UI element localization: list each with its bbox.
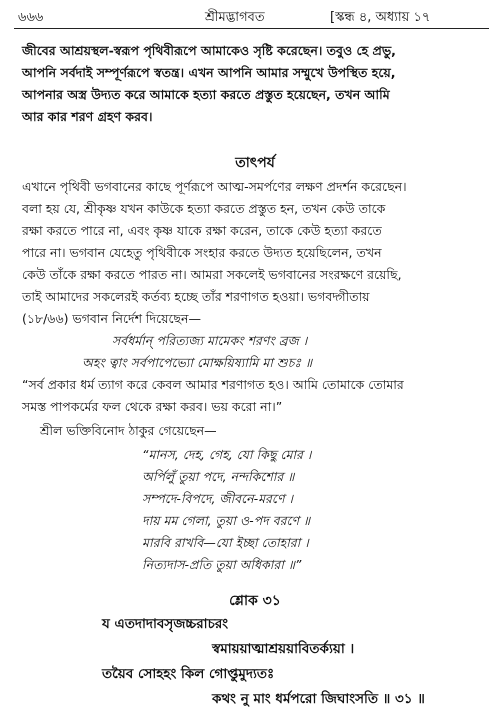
page-number: ৬৬৬ [18,10,44,25]
purport-line: (১৮/৬৬) ভগবান নির্দেশ দিয়েছেন— [22,311,202,326]
purport-text [22,176,488,330]
translation-line: আর কার শরণ গ্রহণ করব। [22,109,153,124]
sanskrit-line: কথং নু মাং ধর্মপরো জিঘাংসতি ॥ ৩১ ॥ [212,691,425,707]
purport-line: বলা হয় যে, শ্রীকৃষ্ণ যখন কাউকে হত্যা করতে প্রস্তুত হন, তখন কেউ তাকে [22,201,386,216]
purport-line: এখানে পৃথিবী ভগবানের কাছে পূর্ণরূপে আত্ম-সমর্পণের লক্ষণ প্রদর্শন করেছেন। [22,179,407,194]
next-verse-label: শ্লোক ৩১ [229,593,281,609]
verse-translation [22,40,488,128]
song-line: নিত্যদাস-প্রতি তুয়া অধিকারা ॥” [142,557,302,572]
chapter-reference: [স্কন্ধ ৪, অধ্যায় ১৭ [330,10,431,25]
song-line: “মানস, দেহ, গেহ, যো কিছু মোর । [142,447,312,462]
running-header [0,6,503,28]
purport-line: তাই আমাদের সকলেরই কর্তব্য হচ্ছে তাঁর শরণাগত হওয়া। ভগবদ্গীতায় [22,289,370,304]
purport-line: কেউ তাঁকে রক্ষা করতে পারত না। আমরা সকলেই ভগবানের সংরক্ষণে রয়েছি, [22,267,402,282]
purport-heading: তাৎপর্য [235,155,275,171]
sanskrit-line: স্বমায়য়াত্মাশ্রয়য়াবিতর্ক্যয়া । [212,641,355,657]
translation-line: আপনার অস্ত্র উদ্যত করে আমাকে হত্যা করতে প্রস্তুত হয়েছেন, তখন আমি [22,87,390,102]
purport-line: রক্ষা করতে পারে না, এবং কৃষ্ণ যাকে রক্ষা করেন, তাকে কেউ হত্যা করতে [22,223,382,238]
bhaktivinoda-song [22,444,488,576]
gita-translation-line: সমস্ত পাপকর্মের ফল থেকে রক্ষা করব। ভয় করো না।” [22,399,283,414]
translation-line: জীবের আশ্রয়স্থল-স্বরূপ পৃথিবীরূপে আমাকেও সৃষ্টি করেছেন। তবুও হে প্রভু, [22,43,396,58]
song-line: সম্পদে-বিপদে, জীবনে-মরণে । [142,491,293,506]
gita-verse-quote [22,330,488,374]
song-line: অর্পিলুঁ তুয়া পদে, নন্দকিশোর ॥ [142,469,295,484]
gita-verse-line: অহং ত্বাং সর্বপাপেভ্যো মোক্ষয়িষ্যামি মা শুচঃ ॥ [82,355,313,370]
song-line: দায় মম গেলা, তুয়া ও-পদ বরণে ॥ [142,513,311,528]
gita-translation [22,374,488,418]
header-divider [14,28,489,29]
next-verse-sanskrit [22,612,488,712]
gita-verse-line: সর্বধর্মান্ পরিত্যজ্য মামেকং শরণং ব্রজ । [112,333,308,348]
purport-line: পারে না। ভগবান যেহেতু পৃথিবীকে সংহার করতে উদ্যত হয়েছিলেন, তখন [22,245,382,260]
sanskrit-line: য এতদাদাবসৃজচ্চরাচরং [102,616,229,632]
book-title: শ্রীমদ্ভাগবত [205,10,265,25]
gita-translation-line: “সর্ব প্রকার ধর্ম ত্যাগ করে কেবল আমার শরণাগত হও। আমি তোমাকে তোমার [22,377,404,392]
bhaktivinoda-intro: শ্রীল ভক্তিবিনোদ ঠাকুর গেয়েছেন— [40,423,217,438]
sanskrit-line: তয়ৈব সোহহং কিল গোপ্তুমুদ্যতঃ [102,666,275,682]
song-line: মারবি রাখবি—যো ইচ্ছা তোহারা । [142,535,309,550]
translation-line: আপনি সর্বদাই সম্পূর্ণরূপে স্বতন্ত্র। এখন আপনি আমার সম্মুখে উপস্থিত হয়ে, [22,65,396,80]
